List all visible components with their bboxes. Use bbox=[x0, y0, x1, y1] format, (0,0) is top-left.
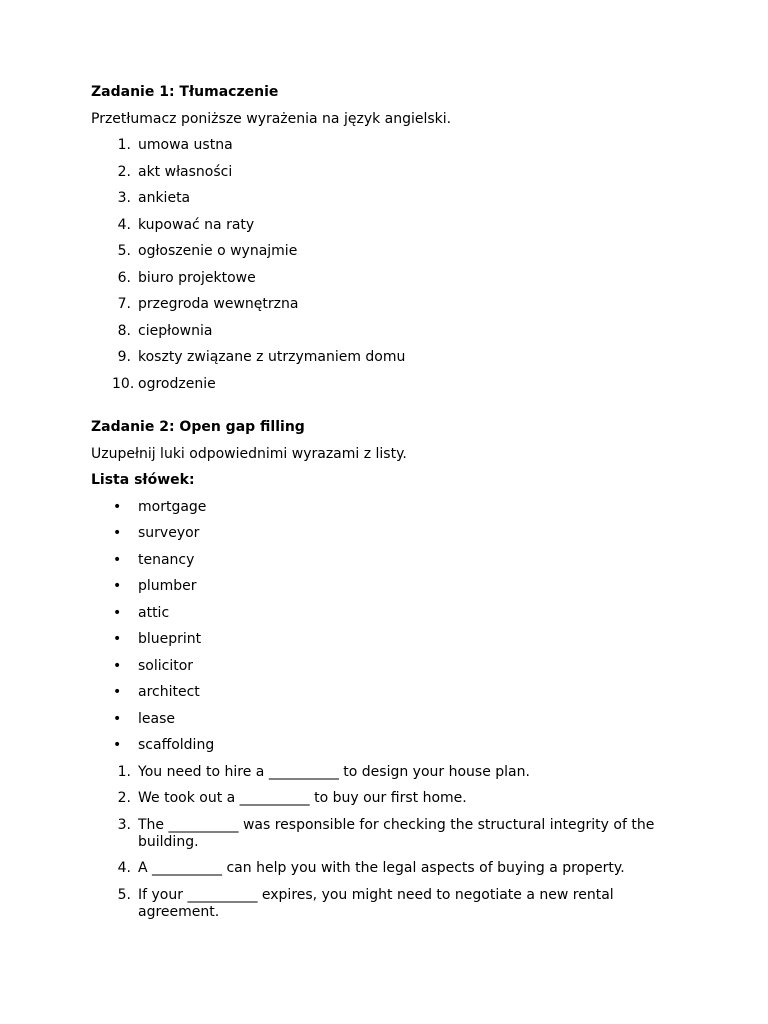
item-text: ogrodzenie bbox=[138, 375, 216, 392]
item-number: 2. bbox=[117, 163, 131, 180]
list-item bbox=[91, 790, 681, 807]
list-item bbox=[91, 817, 681, 851]
item-text: akt własności bbox=[138, 163, 233, 180]
bullet-icon: • bbox=[113, 604, 122, 621]
list-item bbox=[91, 296, 681, 313]
list-item bbox=[91, 217, 681, 234]
word-text: plumber bbox=[138, 578, 197, 594]
item-number: 1. bbox=[117, 137, 131, 153]
task2-sentences bbox=[91, 764, 681, 921]
list-item bbox=[91, 578, 681, 595]
list-item bbox=[91, 631, 681, 648]
bullet-icon: • bbox=[113, 578, 122, 594]
list-item bbox=[91, 137, 681, 154]
item-text: biuro projektowe bbox=[138, 269, 256, 286]
word-text: surveyor bbox=[138, 525, 200, 541]
list-item bbox=[91, 323, 681, 340]
item-number: 4. bbox=[117, 860, 131, 876]
task1-list bbox=[91, 137, 681, 393]
item-text: ogłoszenie o wynajmie bbox=[138, 243, 298, 259]
word-list-title: Lista słówek: bbox=[91, 472, 195, 488]
word-text: solicitor bbox=[138, 657, 194, 674]
item-number: 5. bbox=[117, 243, 131, 259]
sentence-text: A __________ can help you with the legal aspects of buying a property. bbox=[138, 860, 625, 876]
word-text: architect bbox=[138, 684, 200, 700]
word-text: blueprint bbox=[138, 631, 202, 647]
bullet-icon: • bbox=[113, 551, 122, 568]
list-item bbox=[91, 552, 681, 569]
item-number: 7. bbox=[117, 296, 131, 312]
list-item bbox=[91, 525, 681, 542]
sentence-text: The __________ was responsible for checking the structural integrity of the building. bbox=[138, 816, 655, 850]
list-item bbox=[91, 270, 681, 287]
document-page bbox=[91, 84, 681, 930]
item-number: 10. bbox=[112, 375, 135, 392]
item-text: umowa ustna bbox=[138, 137, 233, 153]
item-number: 3. bbox=[117, 816, 131, 833]
list-item bbox=[91, 764, 681, 781]
sentence-text: You need to hire a __________ to design your house plan. bbox=[138, 763, 530, 780]
list-item bbox=[91, 737, 681, 754]
item-text: koszty związane z utrzymaniem domu bbox=[138, 349, 406, 365]
bullet-icon: • bbox=[113, 498, 122, 515]
item-number: 6. bbox=[117, 269, 131, 286]
list-item bbox=[91, 684, 681, 701]
task2-title: Zadanie 2: Open gap filling bbox=[91, 419, 305, 435]
bullet-icon: • bbox=[113, 710, 122, 727]
word-text: scaffolding bbox=[138, 737, 215, 753]
sentence-text: If your __________ expires, you might need to negotiate a new rental agreement. bbox=[138, 886, 614, 920]
list-item bbox=[91, 190, 681, 207]
item-number: 3. bbox=[117, 190, 131, 206]
bullet-icon: • bbox=[113, 737, 122, 753]
list-item bbox=[91, 860, 681, 877]
item-text: przegroda wewnętrzna bbox=[138, 296, 299, 312]
word-text: lease bbox=[138, 710, 175, 727]
list-item bbox=[91, 243, 681, 260]
task1-instruction: Przetłumacz poniższe wyrażenia na język angielski. bbox=[91, 110, 452, 127]
bullet-icon: • bbox=[113, 657, 122, 674]
list-item bbox=[91, 349, 681, 366]
section-spacer bbox=[91, 402, 681, 419]
word-text: tenancy bbox=[138, 551, 195, 568]
item-number: 9. bbox=[117, 349, 131, 365]
item-text: kupować na raty bbox=[138, 216, 255, 233]
list-item bbox=[91, 658, 681, 675]
list-item bbox=[91, 499, 681, 516]
word-text: attic bbox=[138, 604, 170, 621]
bullet-icon: • bbox=[113, 631, 122, 647]
item-number: 8. bbox=[117, 322, 131, 339]
sentence-text: We took out a __________ to buy our first home. bbox=[138, 790, 467, 806]
list-item bbox=[91, 605, 681, 622]
item-text: ciepłownia bbox=[138, 322, 213, 339]
bullet-icon: • bbox=[113, 525, 122, 541]
bullet-icon: • bbox=[113, 684, 122, 700]
list-item bbox=[91, 887, 681, 921]
word-list bbox=[91, 499, 681, 755]
list-item bbox=[91, 164, 681, 181]
task2-instruction: Uzupełnij luki odpowiednimi wyrazami z listy. bbox=[91, 445, 407, 462]
list-item bbox=[91, 376, 681, 393]
item-number: 1. bbox=[117, 763, 131, 780]
list-item bbox=[91, 711, 681, 728]
task1-title: Zadanie 1: Tłumaczenie bbox=[91, 84, 279, 100]
item-number: 2. bbox=[117, 790, 131, 806]
item-number: 5. bbox=[117, 886, 131, 903]
word-text: mortgage bbox=[138, 498, 207, 515]
item-text: ankieta bbox=[138, 190, 191, 206]
item-number: 4. bbox=[117, 216, 131, 233]
